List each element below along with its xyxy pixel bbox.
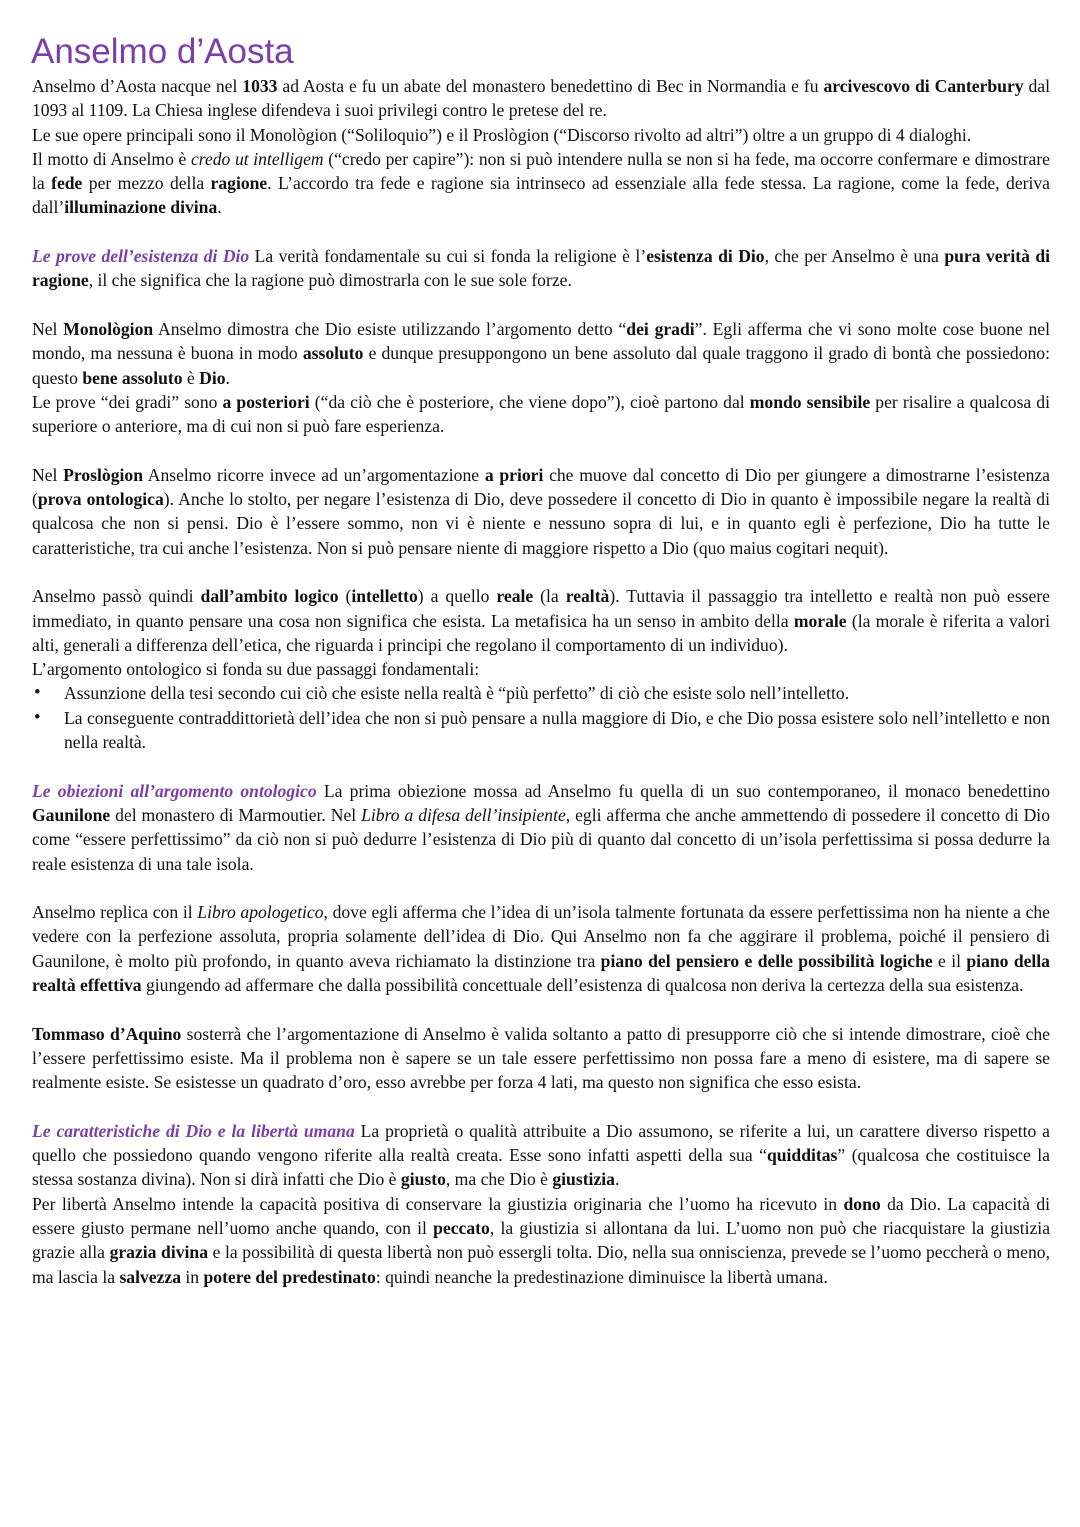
- section-heading-prove: Le prove dell’esistenza di Dio: [32, 246, 250, 267]
- spacer: [32, 220, 1050, 244]
- list-item: • Assunzione della tesi secondo cui ciò che esiste nella realtà è “più perfetto” di ciò che esiste solo nell’intelletto.: [32, 681, 1050, 705]
- caratteristiche-paragraph-2: Per libertà Anselmo intende la capacità positiva di conservare la giustizia originaria che l’uomo ha ricevuto in dono da Dio. La capacità di essere giusto permane nell’uomo anche quando, con il peccato, la giustizia si allontana da lui. L’uomo non può che riacquistare la giustizia grazie alla grazia divina e la possibilità di questa libertà non può essergli tolta. Dio, nella sua onniscienza, prevede se l’uomo peccherà o meno, ma lascia la salvezza in potere del predestinato: quindi neanche la predestinazione diminuisce la libertà umana.: [32, 1193, 1051, 1287]
- prove-paragraph-2: Nel Monològion Anselmo dimostra che Dio esiste utilizzando l’argomento detto “dei gradi”. Egli afferma che vi sono molte cose buone nel mondo, ma nessuna è buona in modo assoluto e dunque presuppongono un bene assoluto dal quale traggono il grado di bontà che possiedono: questo bene assoluto è Dio.: [32, 318, 1050, 388]
- bullet-list: [32, 681, 1050, 754]
- section-heading-caratteristiche: Le caratteristiche di Dio e la libertà umana: [32, 1120, 355, 1141]
- prove-paragraph-1: Le prove dell’esistenza di Dio La verità fondamentale su cui si fonda la religione è l’esistenza di Dio, che per Anselmo è una pura verità di ragione, il che significa che la ragione può dimostrarla con le sue sole forze.: [32, 246, 1051, 291]
- section-heading-obiezioni: Le obiezioni all’argomento ontologico: [32, 780, 317, 801]
- caratteristiche-paragraph-1: Le caratteristiche di Dio e la libertà umana La proprietà o qualità attribuite a Dio assumono, se riferite a lui, un carattere diverso rispetto a quello che possiedono quando vengono riferite alla realtà creata. Esse sono infatti aspetti della sua “quidditas” (qualcosa che costituisce la stessa sostanza divina). Non si dirà infatti che Dio è giusto, ma che Dio è giustizia.: [32, 1120, 1050, 1190]
- spacer: [32, 560, 1050, 584]
- obiezioni-paragraph-1: Le obiezioni all’argomento ontologico La prima obiezione mossa ad Anselmo fu quella di un suo contemporaneo, il monaco benedettino Gaunilone del monastero di Marmoutier. Nel Libro a difesa dell’insipiente, egli afferma che anche ammettendo di possedere il concetto di Dio come “essere perfettissimo” da ciò non si può dedurre l’esistenza di Dio più di quanto dal concetto di un’isola perfettissima si possa dedurre la reale esistenza di una tale isola.: [32, 780, 1050, 874]
- document-body: [32, 74, 1050, 1289]
- prove-paragraph-6: L’argomento ontologico si fonda su due passaggi fondamentali:: [32, 659, 480, 680]
- spacer: [32, 754, 1050, 778]
- list-item: • La conseguente contraddittorietà dell’idea che non si può pensare a nulla maggiore di Dio, e che Dio possa esistere solo nell’intelletto e non nella realtà.: [32, 706, 1050, 755]
- intro-paragraph-1: Anselmo d’Aosta nacque nel 1033 ad Aosta e fu un abate del monastero benedettino di Bec in Normandia e fu arcivescovo di Canterbury dal 1093 al 1109. La Chiesa inglese difendeva i suoi privilegi contro le pretese del re.: [32, 76, 1051, 121]
- spacer: [32, 438, 1050, 462]
- intro-paragraph-2: Le sue opere principali sono il Monològion (“Soliloquio”) e il Proslògion (“Discorso rivolto ad altri”) oltre a un gruppo di 4 dialoghi.: [32, 124, 972, 145]
- intro-paragraph-3: Il motto di Anselmo è credo ut intelligem (“credo per capire”): non si può intendere nulla se non si ha fede, ma occorre confermare e dimostrare la fede per mezzo della ragione. L’accordo tra fede e ragione sia intrinseco ad essenziale alla fede stessa. La ragione, come la fede, deriva dall’illuminazione divina.: [32, 148, 1050, 218]
- spacer: [32, 876, 1050, 900]
- spacer: [32, 997, 1050, 1021]
- obiezioni-paragraph-2: Anselmo replica con il Libro apologetico, dove egli afferma che l’idea di un’isola talmente fortunata da essere perfettissima non ha niente a che vedere con la perfezione assoluta, propria solamente dell’idea di Dio. Qui Anselmo non fa che aggirare il problema, poiché il pensiero di Gaunilone, è molto più profondo, in quanto aveva richiamato la distinzione tra piano del pensiero e delle possibilità logiche e il piano della realtà effettiva giungendo ad affermare che dalla possibilità concettuale dell’esistenza di qualcosa non deriva la certezza della sua esistenza.: [32, 902, 1050, 995]
- spacer: [32, 293, 1050, 317]
- prove-paragraph-3: Le prove “dei gradi” sono a posteriori (“da ciò che è posteriore, che viene dopo”), cioè partono dal mondo sensibile per risalire a qualcosa di superiore o anteriore, ma di cui non si può fare esperienza.: [32, 391, 1050, 437]
- prove-paragraph-4: Nel Proslògion Anselmo ricorre invece ad un’argomentazione a priori che muove dal concetto di Dio per giungere a dimostrarne l’esistenza (prova ontologica). Anche lo stolto, per negare l’esistenza di Dio, deve possedere il concetto di Dio in quanto è impossibile negare la realtà di qualcosa che non si pensi. Dio è l’essere sommo, non vi è niente e nessuno sopra di lui, e in quanto egli è perfezione, Dio ha tutte le caratteristiche, tra cui anche l’esistenza. Non si può pensare niente di maggiore rispetto a Dio (quo maius cogitari nequit).: [32, 464, 1050, 558]
- obiezioni-paragraph-3: Tommaso d’Aquino sosterrà che l’argomentazione di Anselmo è valida soltanto a patto di presupporre ciò che si intende dimostrare, cioè che l’essere perfettissimo esiste. Ma il problema non è sapere se un tale essere perfettissimo non possa fare a meno di esistere, ma di sapere se realmente esiste. Se esistesse un quadrato d’oro, esso avrebbe per forza 4 lati, ma questo non significa che esso esista.: [32, 1023, 1050, 1093]
- page-title: Anselmo d’Aosta: [31, 32, 294, 71]
- prove-paragraph-5: Anselmo passò quindi dall’ambito logico (intelletto) a quello reale (la realtà). Tuttavia il passaggio tra intelletto e realtà non può essere immediato, in quanto pensare una cosa non significa che esista. La metafisica ha un senso in ambito della morale (la morale è riferita a valori alti, generali a differenza dell’etica, che riguarda i principi che regolano il comportamento di un individuo).: [32, 586, 1050, 655]
- spacer: [32, 1094, 1050, 1118]
